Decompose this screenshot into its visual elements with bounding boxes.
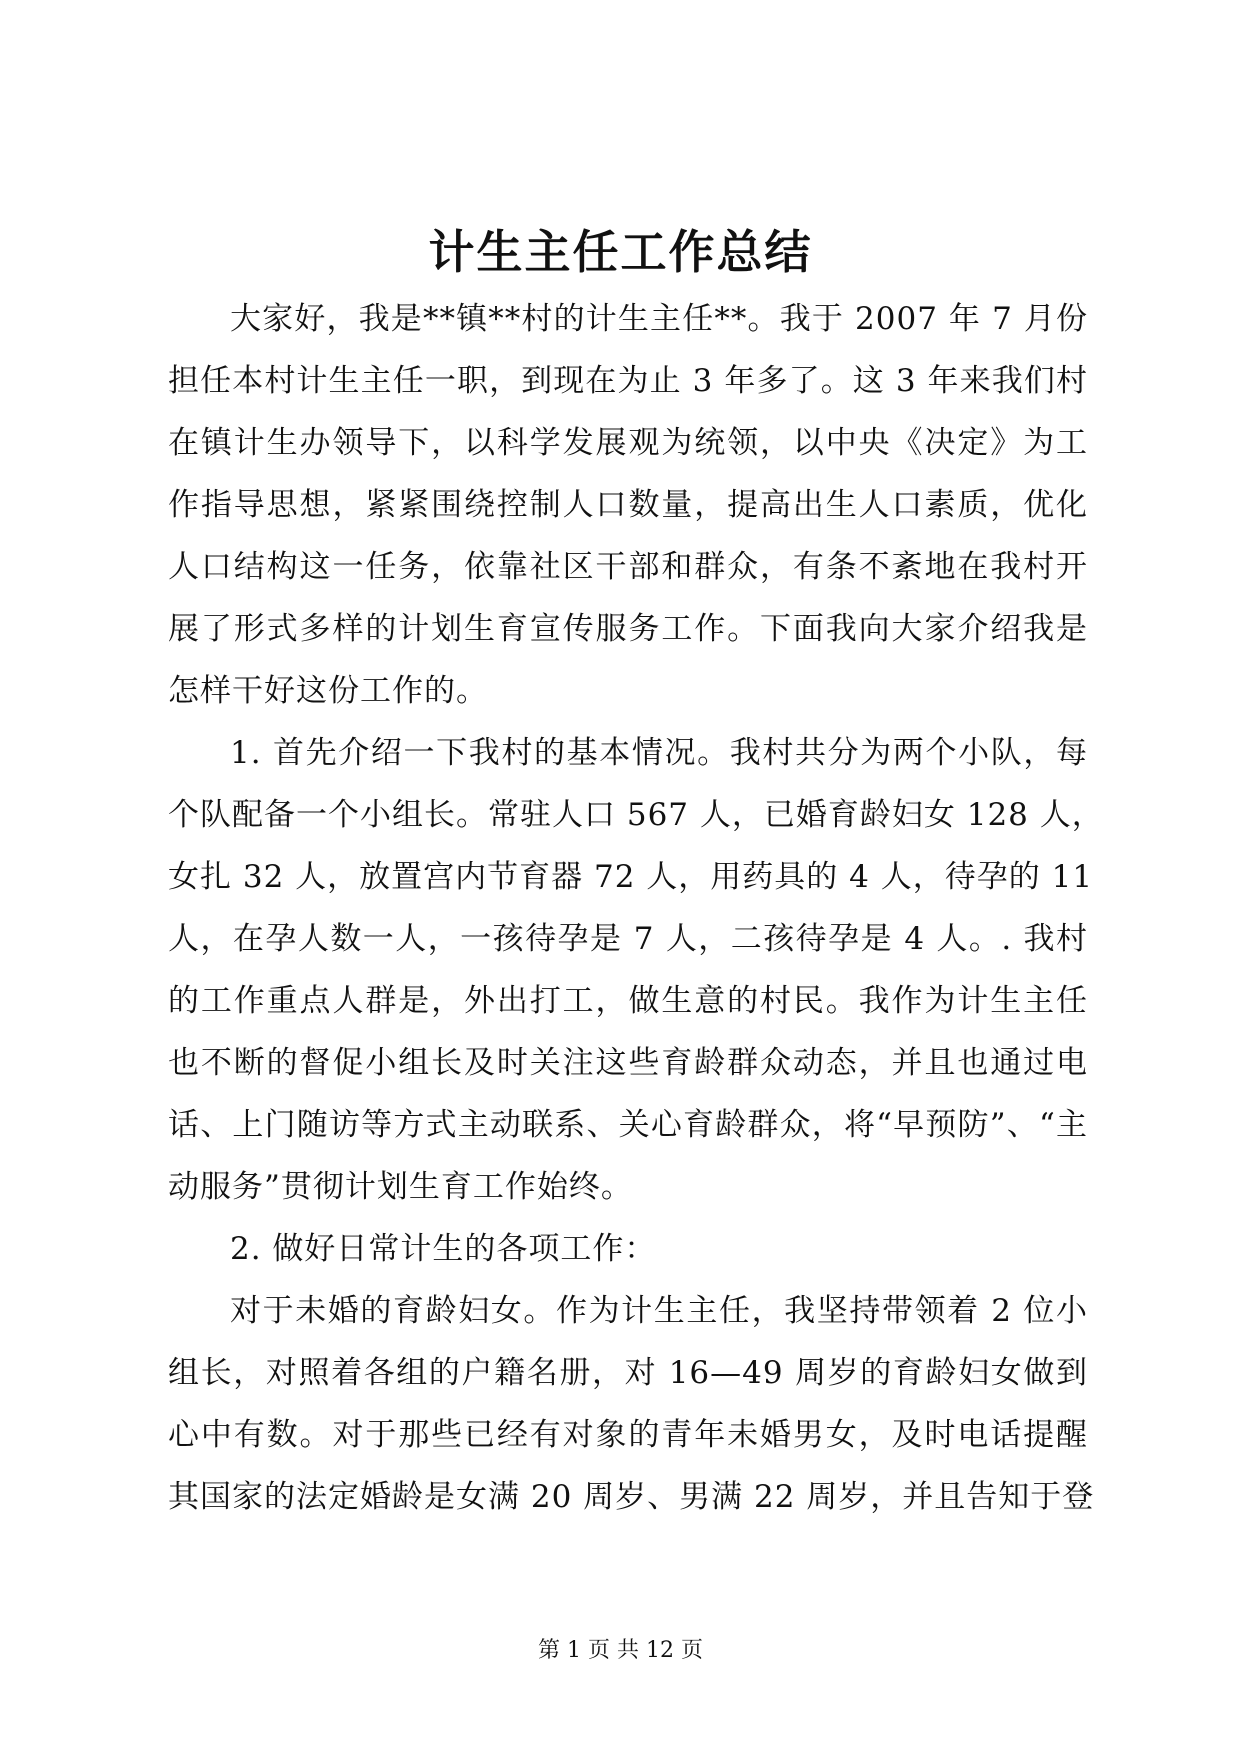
- page-footer: 第 1 页 共 12 页: [538, 1638, 703, 1663]
- text-line: 人口结构这一任务，依靠社区干部和群众，有条不紊地在我村开: [168, 549, 1088, 585]
- text-line: 作指导思想，紧紧围绕控制人口数量，提高出生人口素质，优化: [168, 487, 1088, 523]
- text-line: 其国家的法定婚龄是女满 20 周岁、男满 22 周岁，并且告知于登: [168, 1479, 1095, 1515]
- text-line: 担任本村计生主任一职，到现在为止 3 年多了。这 3 年来我们村: [168, 363, 1088, 399]
- text-line: 在镇计生办领导下，以科学发展观为统领，以中央《决定》为工: [168, 425, 1088, 461]
- text-line: 女扎 32 人，放置宫内节育器 72 人，用药具的 4 人，待孕的 11: [168, 859, 1094, 895]
- text-line: 2. 做好日常计生的各项工作：: [230, 1231, 657, 1267]
- text-line: 对于未婚的育龄妇女。作为计生主任，我坚持带领着 2 位小: [230, 1293, 1088, 1329]
- text-line: 组长，对照着各组的户籍名册，对 16—49 周岁的育龄妇女做到: [168, 1355, 1088, 1391]
- text-line: 的工作重点人群是，外出打工，做生意的村民。我作为计生主任: [168, 983, 1088, 1019]
- text-line: 大家好，我是**镇**村的计生主任**。我于 2007 年 7 月份: [230, 301, 1088, 337]
- text-line: 话、上门随访等方式主动联系、关心育龄群众，将“早预防”、“主: [168, 1107, 1088, 1143]
- text-line: 也不断的督促小组长及时关注这些育龄群众动态，并且也通过电: [168, 1045, 1088, 1081]
- text-line: 人，在孕人数一人，一孩待孕是 7 人，二孩待孕是 4 人。. 我村: [168, 921, 1088, 957]
- text-line: 1. 首先介绍一下我村的基本情况。我村共分为两个小队，每: [230, 735, 1088, 771]
- text-line: 展了形式多样的计划生育宣传服务工作。下面我向大家介绍我是: [168, 611, 1088, 647]
- text-line: 动服务”贯彻计划生育工作始终。: [168, 1169, 633, 1205]
- text-line: 心中有数。对于那些已经有对象的青年未婚男女，及时电话提醒: [168, 1417, 1088, 1453]
- document-body: [168, 288, 1104, 1528]
- text-line: 怎样干好这份工作的。: [168, 673, 488, 709]
- text-line: 个队配备一个小组长。常驻人口 567 人，已婚育龄妇女 128 人，: [168, 797, 1104, 833]
- document-title: 计生主任工作总结: [428, 225, 813, 279]
